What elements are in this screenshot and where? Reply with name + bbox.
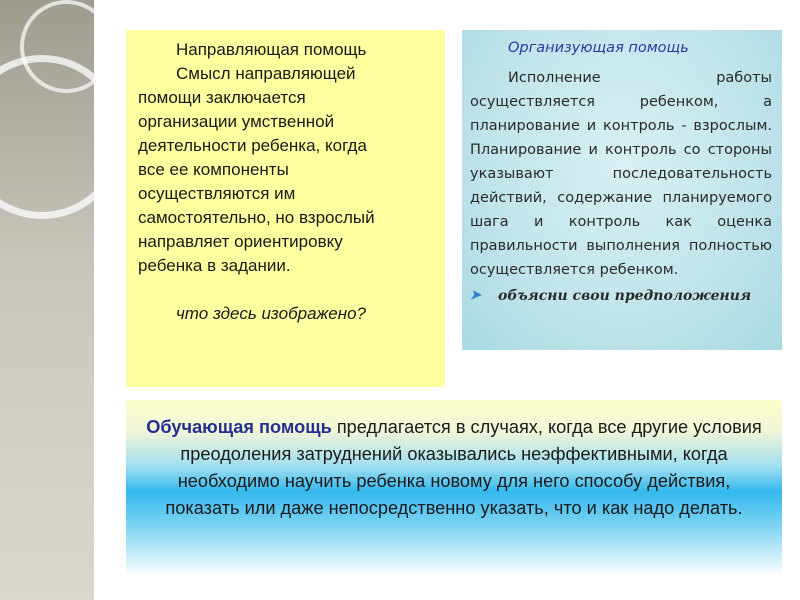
organizing-help-box bbox=[462, 30, 782, 350]
guiding-help-question: что здесь изображено? bbox=[176, 304, 366, 323]
teaching-help-box bbox=[126, 400, 782, 576]
guiding-help-line: помощи заключается bbox=[138, 88, 306, 107]
guiding-help-line: самостоятельно, но взрослый bbox=[138, 208, 375, 227]
guiding-help-line: направляет ориентировку bbox=[138, 232, 343, 251]
teaching-help-text: предлагается в случаях, когда все другие условия преодоления затруднений оказывались неэффективными, когда необходимо научить ребенка новому для него способу действия, показать или даже непосредственно указать, что и как надо делать. bbox=[165, 417, 762, 518]
teaching-help-lead: Обучающая помощь bbox=[146, 417, 332, 437]
organizing-help-title: Организующая помощь bbox=[508, 40, 689, 56]
guiding-help-line: организации умственной bbox=[138, 112, 335, 131]
organizing-help-bullet-text: объясни свои предположения bbox=[498, 288, 752, 304]
guiding-help-box bbox=[126, 30, 445, 387]
guiding-help-title: Направляющая помощь bbox=[176, 40, 367, 59]
guiding-help-line: осуществляются им bbox=[138, 184, 296, 203]
guiding-help-line: все ее компоненты bbox=[138, 160, 289, 179]
organizing-help-body: Исполнение работы осуществляется ребенком, а планирование и контроль - взрослым. Планирование и контроль со стороны указывают последовательность действий, содержание планируемого шага и контроль как оценка правильности выполнения полностью осуществляется ребенком. bbox=[470, 70, 772, 278]
guiding-help-line: деятельности ребенка, когда bbox=[138, 136, 367, 155]
arrow-bullet-icon: ➤ bbox=[470, 288, 481, 303]
organizing-help-bullet bbox=[470, 284, 772, 308]
guiding-help-line: Смысл направляющей bbox=[176, 64, 356, 83]
decorative-edge-line bbox=[94, 0, 98, 600]
decorative-left-band bbox=[0, 0, 94, 600]
guiding-help-line: ребенка в задании. bbox=[138, 256, 291, 275]
decorative-ring-large bbox=[0, 55, 124, 219]
